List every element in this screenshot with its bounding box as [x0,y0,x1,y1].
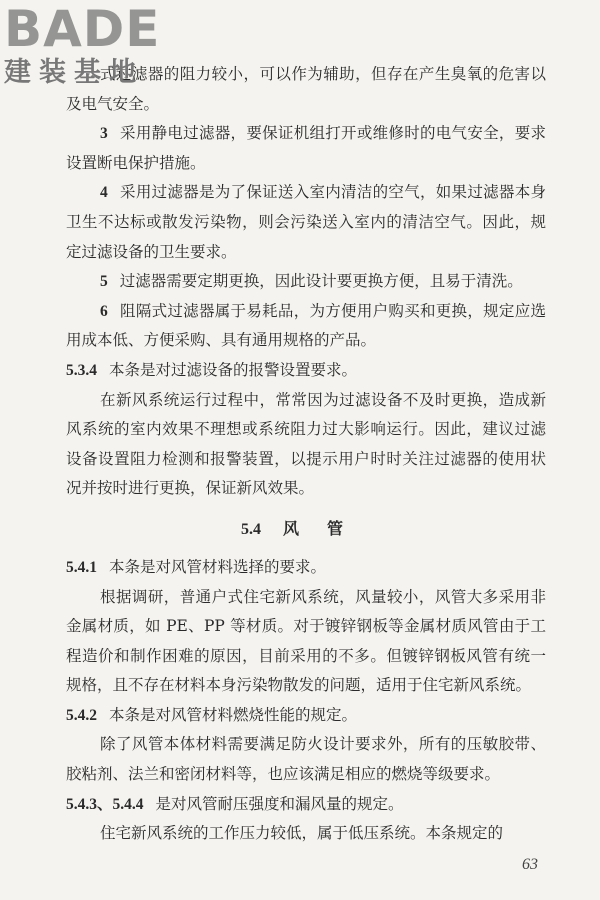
clause [66,790,546,820]
bade-watermark-logo [4,2,160,88]
clause-number: 5.4.1 [66,558,97,576]
watermark-subtitle: 建装基地 [4,57,144,88]
paragraph: 式过滤器的阻力较小，可以作为辅助，但存在产生臭氧的危害以及电气安全。 [66,65,546,113]
item-number: 6 [100,302,108,320]
section-title: 风管 [282,518,371,538]
paragraph: 根据调研，普通户式住宅新风系统，风量较小，风管大多采用非金属材质，如 PE、PP 等材质。对于镀锌钢板等金属材质风管由于工程造价和制作困难的原因，目前采用的不多。但镀锌钢板风管有统一规格，且不存在材料本身污染物散发的问题，适用于住宅新风系统。 [66,587,546,695]
clause [66,356,546,386]
paragraph: 在新风系统运行过程中，常常因为过滤设备不及时更换，造成新风系统的室内效果不理想或系统阻力过大影响运行。因此，建议过滤设备设置阻力检测和报警装置，以提示用户时时关注过滤器的使用状况并按时进行更换，保证新风效果。 [66,390,546,498]
clause [66,701,546,731]
list-item [66,297,546,356]
item-text: 采用过滤器是为了保证送入室内清洁的空气，如果过滤器本身卫生不达标或散发污染物，则会污染送入室内的清洁空气。因此，规定过滤设备的卫生要求。 [66,183,546,261]
list-item [66,267,546,297]
clause-number: 5.4.2 [66,706,97,724]
paragraph: 住宅新风系统的工作压力较低，属于低压系统。本条规定的 [100,824,504,843]
item-text: 过滤器需要定期更换，因此设计要更换方便，且易于清洗。 [119,272,523,291]
item-text: 阻隔式过滤器属于易耗品，为方便用户购买和更换，规定应选用成本低、方便采购、具有通用规格的产品。 [66,301,546,350]
clause-text: 本条是对风管材料燃烧性能的规定。 [109,705,358,724]
page-number: 63 [522,856,538,873]
clause-number: 5.3.4 [66,361,97,379]
watermark-logo-text: BADE [4,0,161,58]
clause [66,553,546,583]
item-number: 3 [100,125,108,143]
section-number: 5.4 [240,520,261,538]
item-number: 5 [100,273,108,291]
item-number: 4 [100,184,108,202]
clause-text: 本条是对风管材料选择的要求。 [109,557,327,576]
paragraph: 除了风管本体材料需要满足防火设计要求外，所有的压敏胶带、胶粘剂、法兰和密闭材料等，也应该满足相应的燃烧等级要求。 [66,735,546,784]
clause-number: 5.4.3、5.4.4 [66,795,144,813]
list-item [66,119,546,178]
clause-text: 本条是对过滤设备的报警设置要求。 [109,360,358,379]
document-body [66,60,546,849]
clause-text: 是对风管耐压强度和漏风量的规定。 [155,794,404,813]
section-heading [66,514,546,545]
item-text: 采用静电过滤器，要保证机组打开或维修时的电气安全，要求设置断电保护措施。 [66,124,546,172]
list-item [66,178,546,267]
